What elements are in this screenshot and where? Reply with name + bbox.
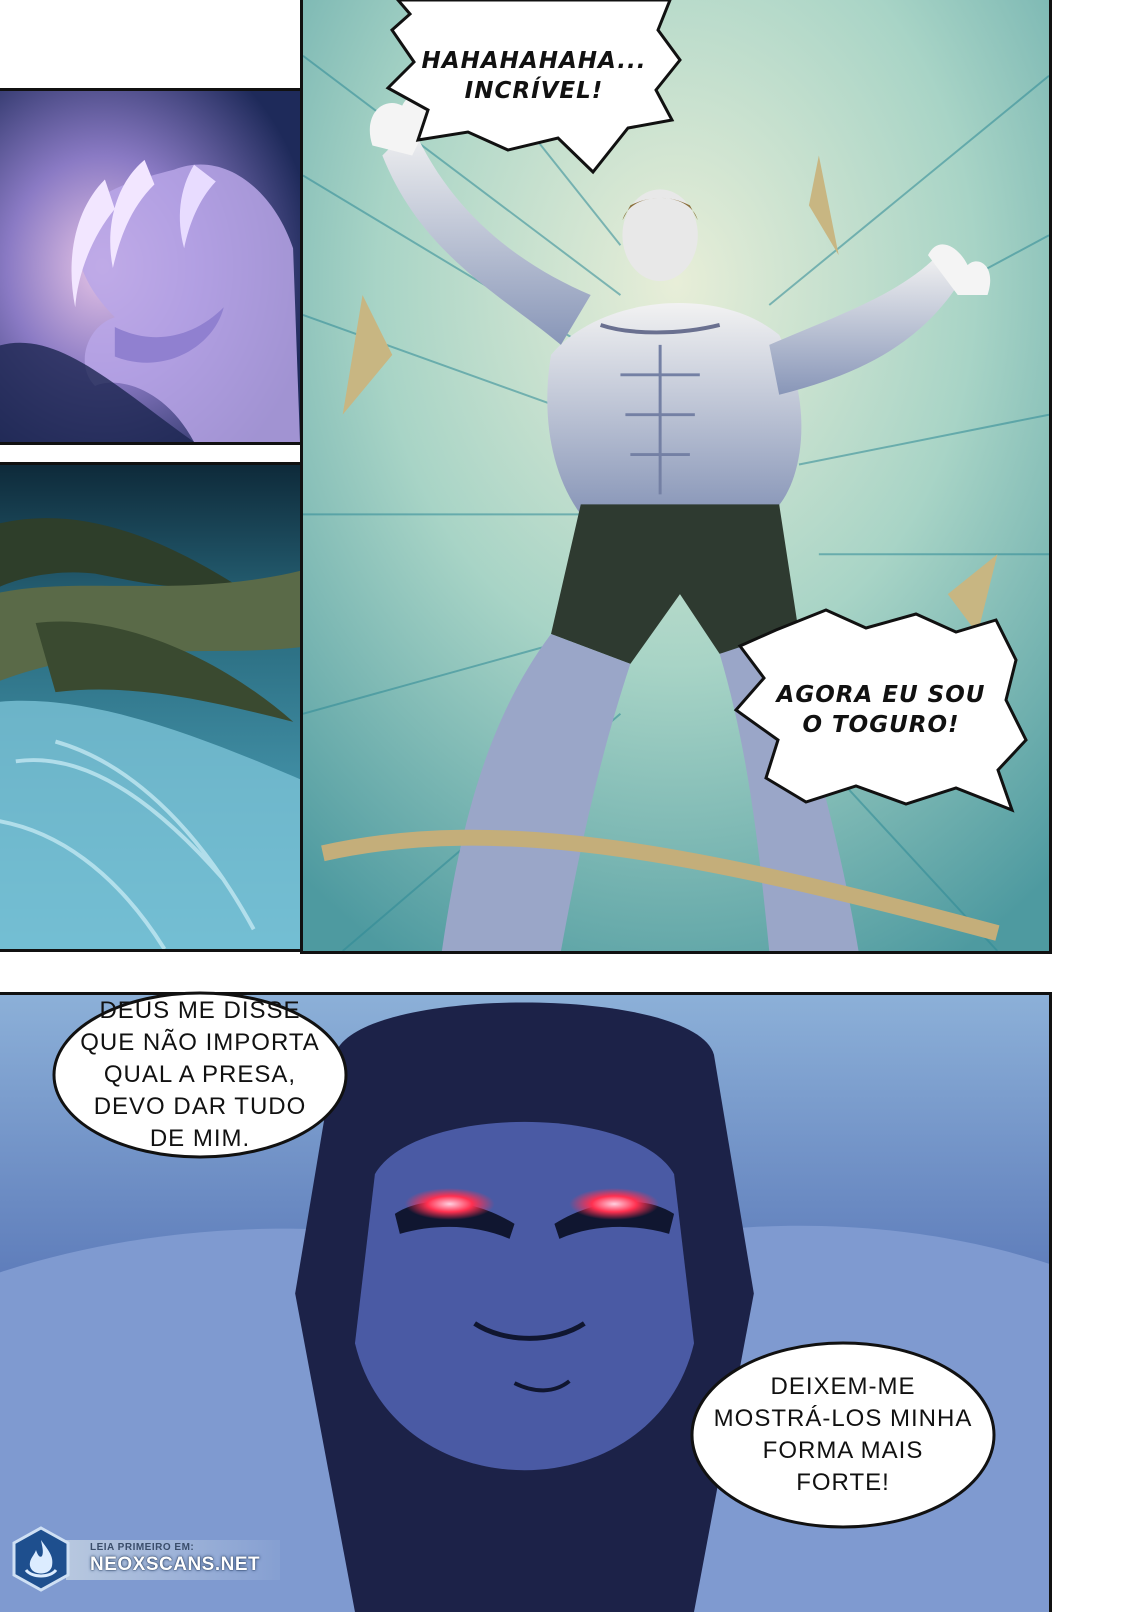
deus-line-3: QUAL A PRESA,: [103, 1061, 297, 1088]
speech-bubble-laugh: [388, 0, 680, 172]
deus-line-2: QUE NÃO IMPORTA: [80, 1029, 320, 1056]
deixem-line-3: FORMA MAIS: [762, 1437, 924, 1464]
speech-bubble-toguro: [736, 610, 1026, 810]
deixem-line-2: MOSTRÁ-LOS MINHA: [713, 1405, 973, 1432]
panel-water: [0, 462, 330, 952]
deus-line-1: DEUS ME DISSE: [99, 997, 301, 1024]
deixem-line-4: FORTE!: [796, 1469, 890, 1496]
laugh-line-1: HAHAHAHAHA...: [421, 48, 647, 74]
laugh-line-2: INCRÍVEL!: [464, 78, 604, 104]
claw-illustration: [0, 91, 300, 442]
watermark[interactable]: [8, 1526, 280, 1592]
watermark-site[interactable]: NEOXSCANS.NET: [90, 1554, 261, 1575]
watermark-label: LEIA PRIMEIRO EM:: [90, 1542, 195, 1553]
deus-line-4: DEVO DAR TUDO: [93, 1093, 307, 1120]
toguro-line-2: O TOGURO!: [802, 712, 960, 738]
deixem-line-1: DEIXEM-ME: [770, 1373, 916, 1400]
watermark-band: [66, 1540, 280, 1580]
water-illustration: [0, 465, 327, 949]
flame-logo-icon: [8, 1526, 74, 1592]
speech-bubble-deixem: [688, 1340, 998, 1530]
toguro-line-1: AGORA EU SOU: [776, 682, 986, 708]
panel-claw: [0, 88, 303, 445]
speech-bubble-deus: [50, 990, 350, 1160]
deus-line-5: DE MIM.: [149, 1125, 251, 1152]
